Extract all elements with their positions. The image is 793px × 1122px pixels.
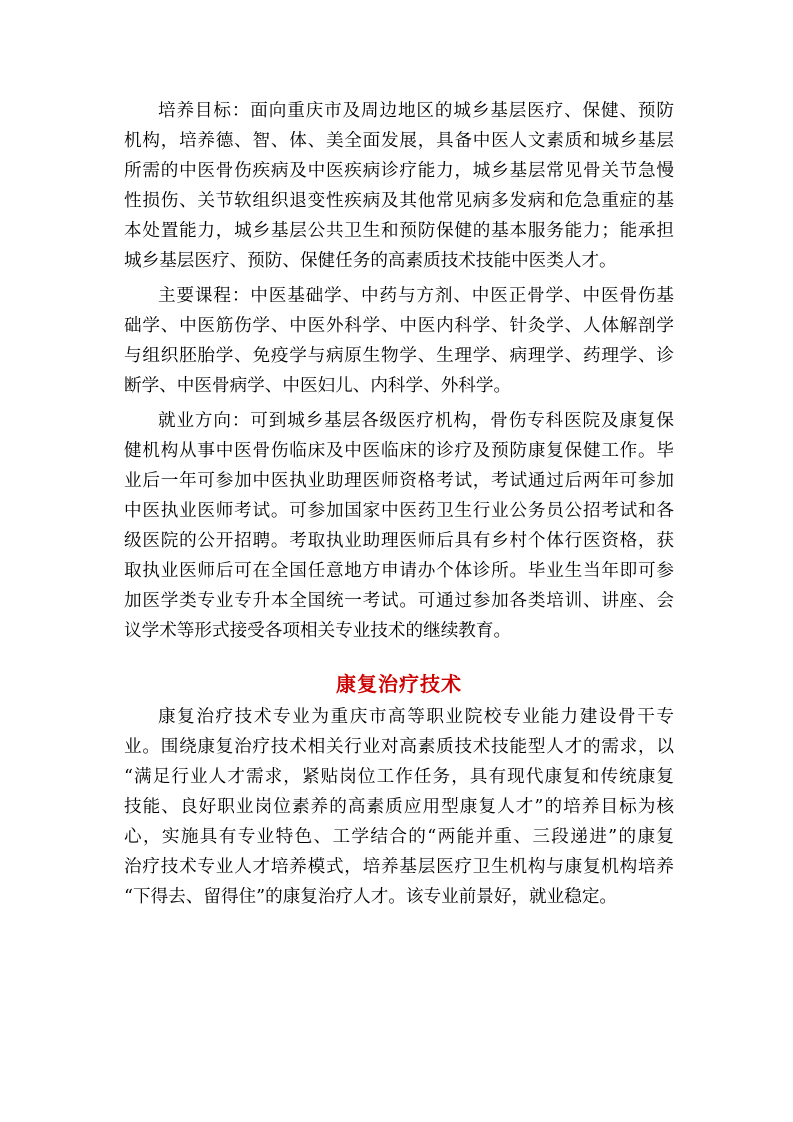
text-line: 与组织胚胎学、免疫学与病原生物学、生理学、病理学、药理学、诊 <box>124 346 674 366</box>
text-line: 技能、良好职业岗位素养的高素质应用型康复人才”的培养目标为核 <box>124 797 674 817</box>
text-line: 础学、中医筋伤学、中医外科学、中医内科学、针灸学、人体解剖学 <box>124 316 674 336</box>
text-line: 治疗技术专业人才培养模式，培养基层医疗卫生机构与康复机构培养 <box>124 857 674 877</box>
text-line: 康复治疗技术专业为重庆市高等职业院校专业能力建设骨干专 <box>158 707 674 727</box>
text-line: 性损伤、关节软组织退变性疾病及其他常见病多发病和危急重症的基 <box>124 191 674 211</box>
text-line: 心，实施具有专业特色、工学结合的“两能并重、三段递进”的康复 <box>124 827 674 847</box>
text-line: 加医学类专业专升本全国统一考试。可通过参加各类培训、讲座、会 <box>124 591 674 611</box>
text-line: 主要课程：中医基础学、中药与方剂、中医正骨学、中医骨伤基 <box>158 286 674 306</box>
paragraph-employment <box>124 406 674 646</box>
text-line: 业。围绕康复治疗技术相关行业对高素质技术技能型人才的需求，以 <box>124 737 674 757</box>
text-line: “下得去、留得住”的康复治疗人才。该专业前景好，就业稳定。 <box>124 887 618 907</box>
text-line: 就业方向：可到城乡基层各级医疗机构，骨伤专科医院及康复保 <box>158 411 674 431</box>
text-line: 培养目标：面向重庆市及周边地区的城乡基层医疗、保健、预防 <box>158 101 674 121</box>
text-line: 健机构从事中医骨伤临床及中医临床的诊疗及预防康复保健工作。毕 <box>124 441 674 461</box>
paragraph-rehab-intro <box>124 702 674 912</box>
text-line: 城乡基层医疗、预防、保健任务的高素质技术技能中医类人才。 <box>124 251 617 271</box>
text-line: 机构，培养德、智、体、美全面发展，具备中医人文素质和城乡基层 <box>124 131 674 151</box>
text-line: 中医执业医师考试。可参加国家中医药卫生行业公务员公招考试和各 <box>124 501 674 521</box>
section-heading: 康复治疗技术 <box>336 672 462 696</box>
text-line: 业后一年可参加中医执业助理医师资格考试，考试通过后两年可参加 <box>124 471 674 491</box>
document-page <box>124 96 674 912</box>
text-line: “满足行业人才需求，紧贴岗位工作任务，具有现代康复和传统康复 <box>124 767 674 787</box>
text-line: 议学术等形式接受各项相关专业技术的继续教育。 <box>124 621 512 641</box>
paragraph-main-courses <box>124 281 674 401</box>
text-line: 断学、中医骨病学、中医妇儿、内科学、外科学。 <box>124 376 512 396</box>
text-line: 本处置能力，城乡基层公共卫生和预防保健的基本服务能力；能承担 <box>124 221 674 241</box>
text-line: 级医院的公开招聘。考取执业助理医师后具有乡村个体行医资格，获 <box>124 531 674 551</box>
paragraph-training-goal <box>124 96 674 276</box>
text-line: 所需的中医骨伤疾病及中医疾病诊疗能力，城乡基层常见骨关节急慢 <box>124 161 674 181</box>
text-line: 取执业医师后可在全国任意地方申请办个体诊所。毕业生当年即可参 <box>124 561 674 581</box>
